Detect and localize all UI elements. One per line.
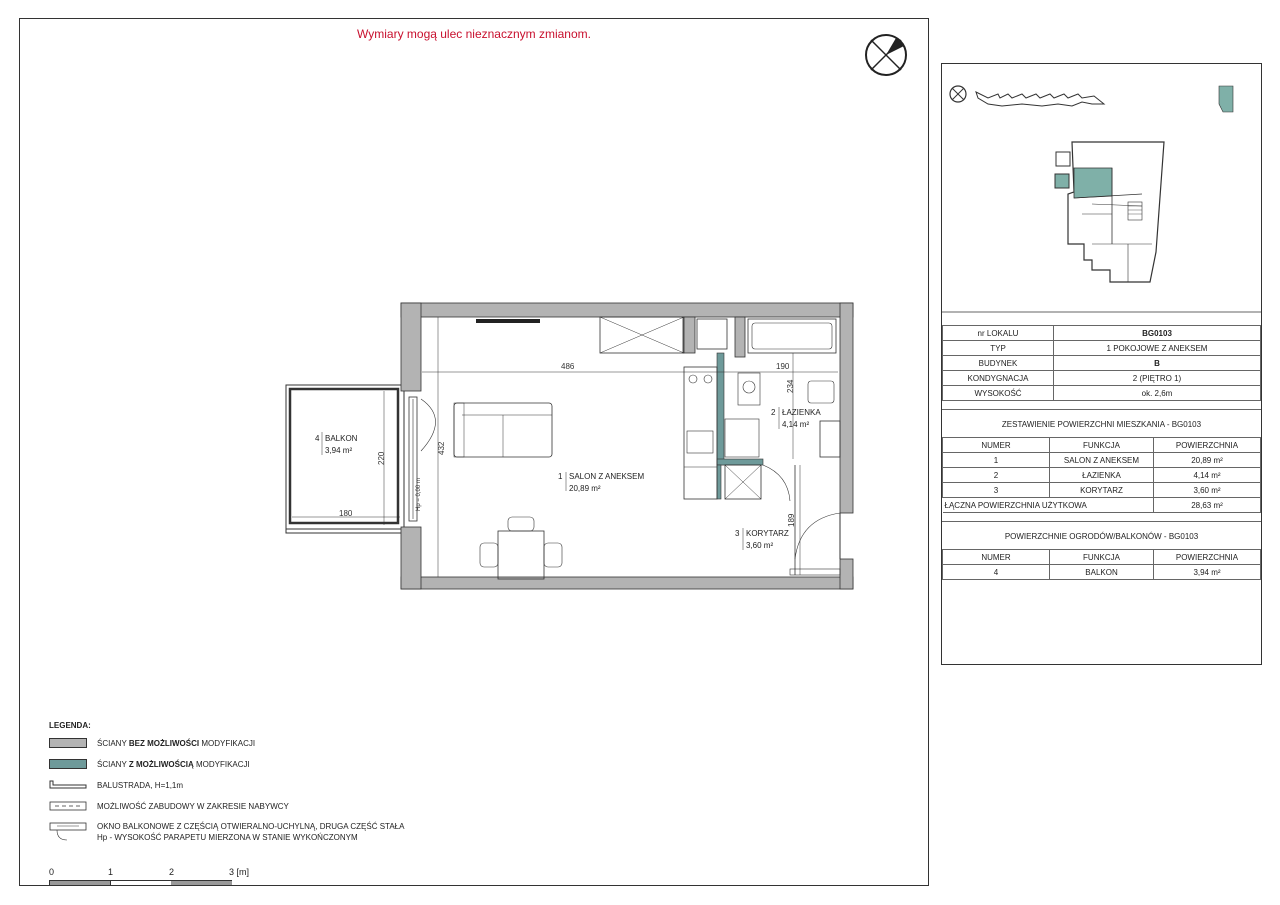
gardens-table — [942, 549, 1261, 580]
table-header: NUMER FUNKCJA POWIERZCHNIA — [943, 438, 1261, 453]
balustrade-icon — [49, 780, 87, 790]
scale-bar — [49, 867, 250, 897]
room-name: ŁAZIENKA — [782, 408, 821, 417]
info-panel — [941, 63, 1262, 665]
room-label-korytarz — [735, 528, 789, 550]
sofa — [454, 403, 552, 457]
gardens-title: POWIERZCHNIE OGRODÓW/BALKONÓW - BG0103 — [942, 521, 1261, 549]
window-icon — [49, 822, 87, 844]
info-row: BUDYNEK B — [943, 356, 1261, 371]
table-row: 2 ŁAZIENKA 4,14 m² — [943, 468, 1261, 483]
legend-item-buildup: MOŻLIWOŚĆ ZABUDOWY W ZAKRESIE NABYWCY — [49, 801, 469, 822]
window-sill-note: Hp = 0,00 m — [416, 478, 422, 511]
table-row: 1 SALON Z ANEKSEM 20,89 m² — [943, 453, 1261, 468]
dim-180: 180 — [339, 509, 353, 518]
floor-key-plan — [1055, 142, 1164, 282]
room-name: SALON Z ANEKSEM — [569, 472, 645, 481]
dim-220: 220 — [377, 451, 386, 465]
modifiable-walls — [717, 353, 763, 499]
modifiable-wall-swatch — [49, 759, 87, 769]
table-row: 4 BALKON 3,94 m² — [943, 565, 1261, 580]
window-top — [476, 319, 540, 323]
drawing-frame — [19, 18, 929, 886]
fixed-wall-swatch — [49, 738, 87, 748]
entrance-door — [790, 465, 840, 575]
table-total-row: ŁĄCZNA POWIERZCHNIA UŻYTKOWA 28,63 m² — [943, 498, 1261, 513]
exterior-walls — [401, 303, 853, 589]
areas-title: ZESTAWIENIE POWIERZCHNI MIESZKANIA - BG0103 — [942, 409, 1261, 437]
dim-486: 486 — [561, 362, 575, 371]
info-row: KONDYGNACJA 2 (PIĘTRO 1) — [943, 371, 1261, 386]
scale-tick-3: 3 [m] — [229, 867, 250, 877]
table-row: 3 KORYTARZ 3,60 m² — [943, 483, 1261, 498]
info-row: TYP 1 POKOJOWE Z ANEKSEM — [943, 341, 1261, 356]
dim-432: 432 — [437, 441, 446, 455]
dining-table — [480, 517, 562, 579]
dim-190: 190 — [776, 362, 790, 371]
info-row: nr LOKALU BG0103 — [943, 326, 1261, 341]
dashed-box-icon — [49, 801, 87, 811]
room-number: 3 — [735, 529, 740, 538]
room-number: 1 — [558, 472, 563, 481]
room-number: 2 — [771, 408, 776, 417]
room-number: 4 — [315, 434, 320, 443]
legend-title: LEGENDA: — [49, 721, 91, 730]
room-area: 3,60 m² — [746, 541, 774, 550]
dimensions-notice: Wymiary mogą ulec nieznacznym zmianom. — [357, 27, 591, 41]
legend-item-balustrade: BALUSTRADA, H=1,1m — [49, 780, 469, 801]
building-location-map — [942, 64, 1261, 314]
room-name: BALKON — [325, 434, 358, 443]
balcony-window — [409, 397, 436, 521]
scale-tick-0: 0 — [49, 867, 55, 877]
room-area: 4,14 m² — [782, 420, 810, 429]
scale-tick-2: 2 — [169, 867, 175, 877]
dim-189: 189 — [787, 513, 796, 527]
room-label-lazienka — [771, 407, 821, 429]
legend-item-balcony-window: OKNO BALKONOWE Z CZĘŚCIĄ OTWIERALNO-UCHYLNĄ, DRUGA CZĘŚĆ STAŁA Hp - WYSOKOŚĆ PARAPETU MIERZONA W STANIE WYKOŃCZONYM — [49, 822, 469, 852]
legend — [49, 721, 469, 852]
dim-234: 234 — [786, 379, 795, 393]
legend-item-modifiable-walls: ŚCIANY Z MOŻLIWOŚCIĄ MODYFIKACJI — [49, 759, 469, 780]
north-arrow-icon — [866, 35, 906, 75]
unit-info-table — [942, 325, 1261, 401]
legend-item-fixed-walls: ŚCIANY BEZ MOŻLIWOŚCI MODYFIKACJI — [49, 738, 469, 759]
info-row: WYSOKOŚĆ ok. 2,6m — [943, 386, 1261, 401]
room-name: KORYTARZ — [746, 529, 789, 538]
room-area: 3,94 m² — [325, 446, 353, 455]
areas-table — [942, 437, 1261, 513]
table-header: NUMER FUNKCJA POWIERZCHNIA — [943, 550, 1261, 565]
room-label-salon — [558, 472, 644, 493]
room-area: 20,89 m² — [569, 484, 601, 493]
scale-tick-1: 1 — [108, 867, 114, 877]
